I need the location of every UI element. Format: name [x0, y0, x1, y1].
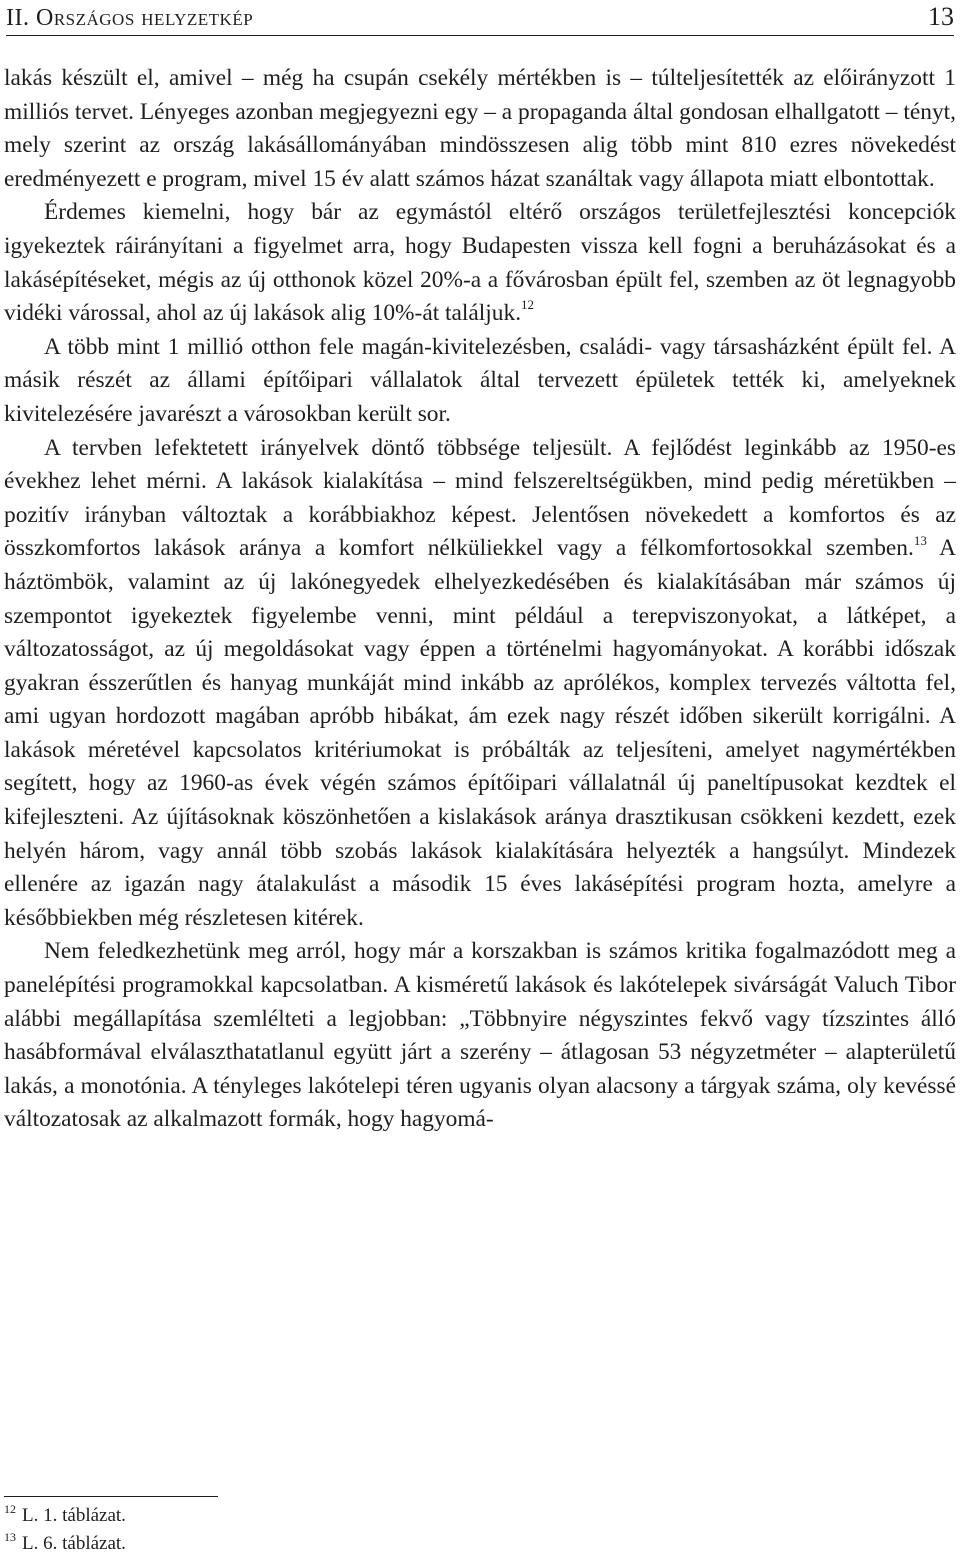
paragraph-4-text-b: A háztömbök, valamint az új lakónegyedek elhelyezkedésében és kialakításában már számos új szempontot igyekeztek figyelembe venni, mint például a terepviszonyokat, a látképet, a változatosságot, az új megoldásokat vagy éppen a történelmi hagyományokat. A korábbi időszak gyakran ésszerűtlen és hanyag munkáját mind inkább az aprólékos, komplex tervezés váltotta fel, ami ugyan hordozott magában apróbb hibákat, ám ezek nagy részét időben sikerült korrigálni. A lakások méretével kapcsolatos kritériumokat is próbálták az teljesíteni, amelyet nagymértékben segített, hogy az 1960-as évek végén számos építőipari vállalatnál új paneltípusokat kezdtek el kifejleszteni. Az újításoknak köszönhetően a kislakások aránya drasztikusan csökkeni kezdett, ezek helyén három, vagy annál több szobás lakások kialakítására helyezték a hangsúlyt. Mindezek ellenére az igazán nagy átalakulást a második 15 éves lakásépítési program hozta, amelyre a későbbiekben még részletesen kitérek.	[4, 535, 956, 931]
section-title: II. Országos helyzetkép	[6, 5, 254, 31]
page-number: 13	[928, 2, 954, 31]
paragraph-4	[4, 432, 956, 936]
running-header	[6, 2, 954, 36]
footnote-number: 13	[4, 1529, 16, 1544]
paragraph-1: lakás készült el, amivel – még ha csupán csekély mértékben is – túlteljesítették az előirányzott 1 milliós tervet. Lényeges azonban megjegyezni egy – a propaganda által gondosan elhallgatott – tényt, mely szerint az ország lakásállományában mindösszesen alig több mint 810 ezres növekedést eredményezett e program, mivel 15 év alatt számos házat szanáltak vagy állapota miatt elbontottak.	[4, 65, 956, 192]
footnotes	[4, 1502, 604, 1558]
paragraph-4-text-a: A tervben lefektetett irányelvek döntő többsége teljesült. A fejlődést leginkább az 1950-es évekhez lehet mérni. A lakások kialakítása – mind felszereltségükben, mind pedig méretükben – pozitív irányban változtak a korábbiakhoz képest. Jelentősen növekedett a komfortos és az összkomfortos lakások aránya a komfort nélküliekkel vagy a félkomfortosokkal szemben.	[4, 434, 956, 562]
paragraph-2-text: Érdemes kiemelni, hogy bár az egymástól eltérő országos területfejlesztési koncepciók igyekeztek ráirányítani a figyelmet arra, hogy Budapesten vissza kell fogni a beruházásokat és a lakásépítéseket, mégis az új otthonok közel 20%-a a fővárosban épült fel, szemben az öt legnagyobb vidéki várossal, ahol az új lakások alig 10%-át találjuk.	[4, 199, 956, 327]
footnote-ref-12[interactable]: 12	[521, 297, 535, 313]
footnote-12	[4, 1502, 604, 1530]
paragraph-3: A több mint 1 millió otthon fele magán-kivitelezésben, családi- vagy társasházként épült fel. A másik részét az állami építőipari vállalatok által tervezett épületek tették ki, amelyeknek kivitelezésére javarészt a városokban került sor.	[4, 333, 956, 427]
footnote-ref-13[interactable]: 13	[913, 532, 927, 548]
body-text	[4, 62, 956, 1137]
paragraph-5: Nem feledkezhetünk meg arról, hogy már a korszakban is számos kritika fogalmazódott meg a panelépítési programokkal kapcsolatban. A kisméretű lakások és lakótelepek sivárságát Valuch Tibor alábbi megállapítása szemlélteti a legjobban: „Többnyire négyszintes fekvő vagy tízszintes álló hasábformával elválaszthatatlanul együtt járt a szerény – átlagosan 53 négyzetméter – alapterületű lakás, a monotónia. A tényleges lakótelepi téren ugyanis olyan alacsony a tárgyak száma, oly kevéssé változatosak az alkalmazott formák, hogy hagyomá-	[4, 938, 956, 1133]
footnote-text: L. 1. táblázat.	[22, 1505, 126, 1526]
footnote-number: 12	[4, 1501, 16, 1516]
footnote-text: L. 6. táblázat.	[22, 1533, 126, 1554]
footnote-13	[4, 1530, 604, 1558]
footnote-divider	[4, 1496, 218, 1497]
paragraph-2	[4, 196, 956, 330]
